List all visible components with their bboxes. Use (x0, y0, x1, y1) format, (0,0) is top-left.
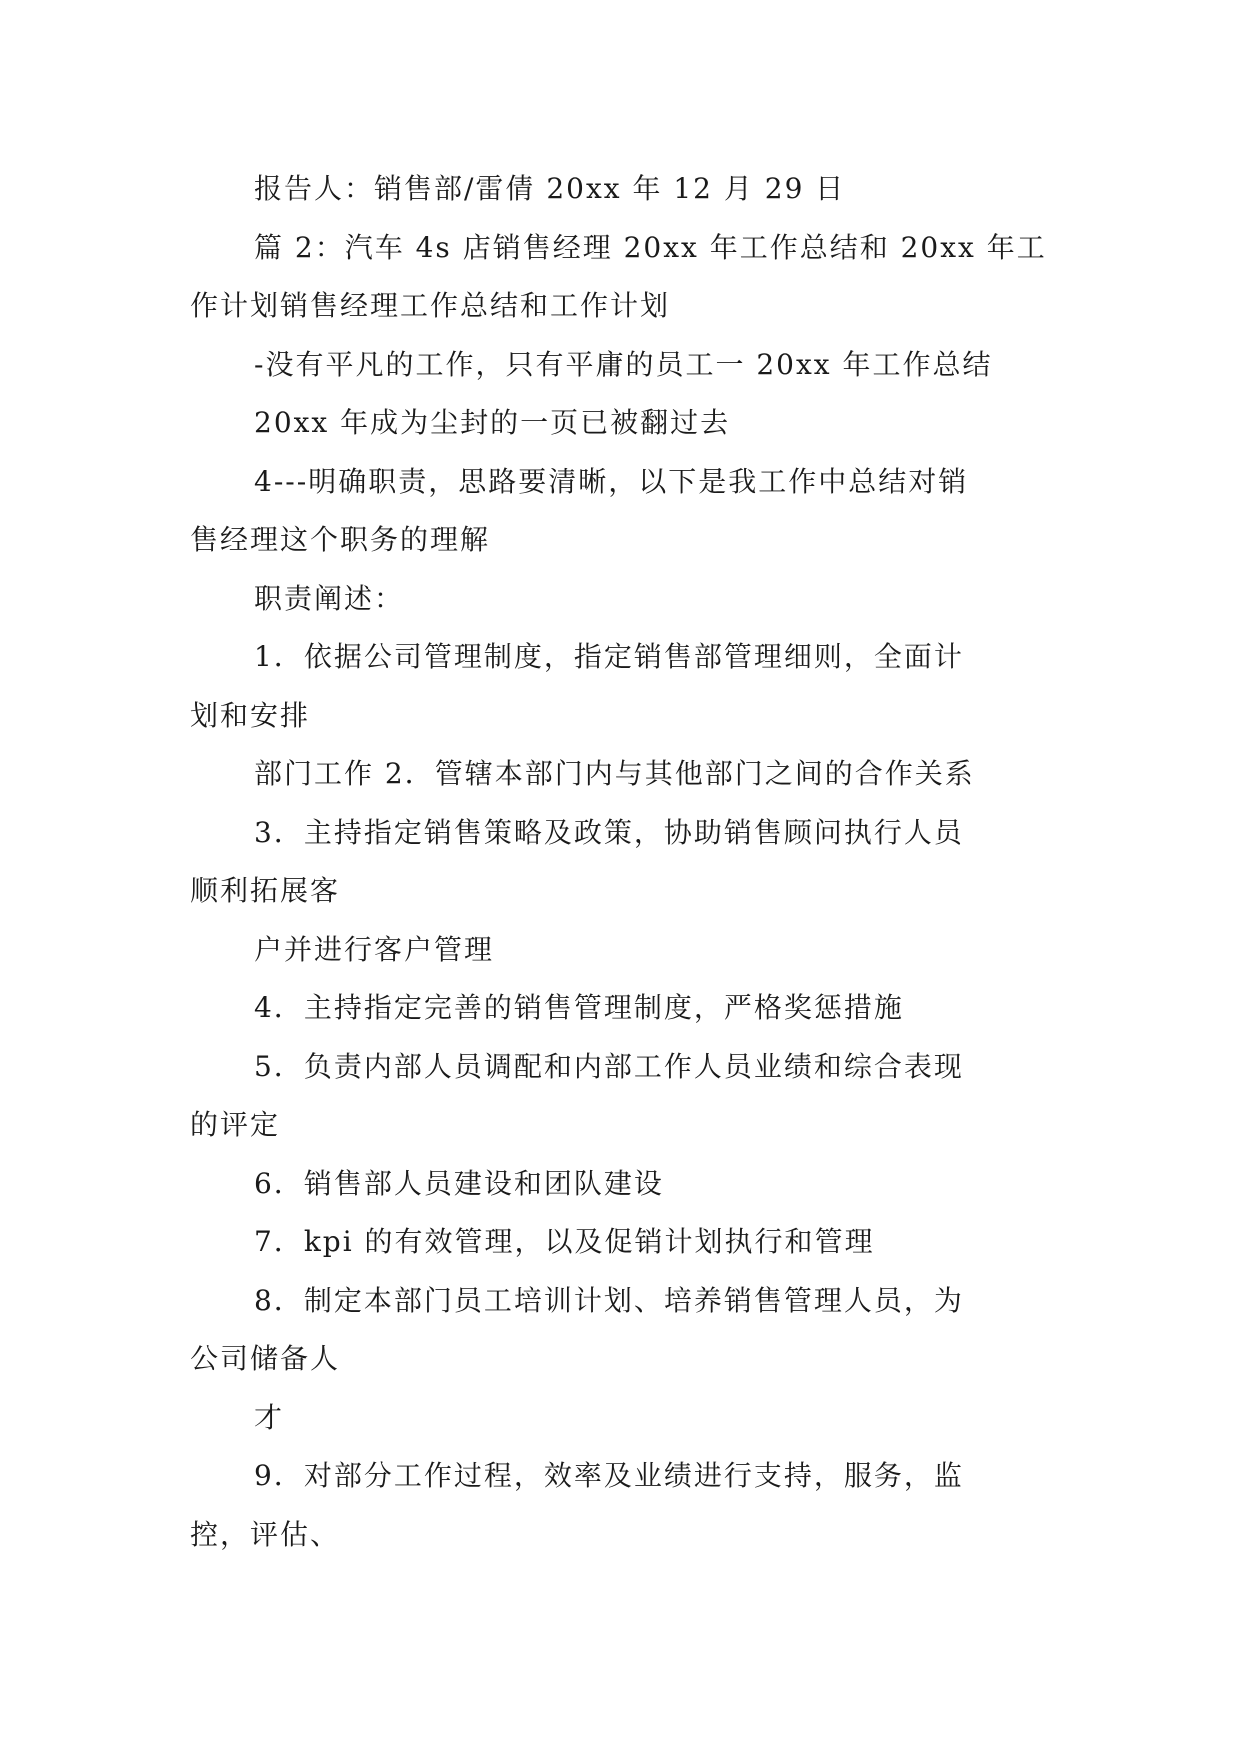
line-item-7: 7．kpi 的有效管理，以及促销计划执行和管理 (254, 1225, 875, 1258)
line-item-8a: 8．制定本部门员工培训计划、培养销售管理人员，为 (254, 1283, 964, 1317)
line-article2-title-1: 篇 2：汽车 4s 店销售经理 20xx 年工作总结和 20xx 年工 (254, 230, 1047, 264)
line-item-2: 部门工作 2．管辖本部门内与其他部门之间的合作关系 (254, 757, 975, 790)
line-item-8c: 才 (254, 1400, 285, 1434)
line-reporter: 报告人：销售部/雷倩 20xx 年 12 月 29 日 (254, 172, 846, 205)
line-item-5b: 的评定 (190, 1108, 281, 1141)
line-item-3c: 户并进行客户管理 (254, 932, 495, 966)
line-item-5a: 5．负责内部人员调配和内部工作人员业绩和综合表现 (254, 1049, 964, 1083)
line-item-4: 4．主持指定完善的销售管理制度，严格奖惩措施 (254, 991, 904, 1024)
line-item-1b: 划和安排 (190, 698, 311, 732)
line-duties-intro-2: 售经理这个职务的理解 (190, 523, 491, 556)
line-item-3a: 3．主持指定销售策略及政策，协助销售顾问执行人员 (254, 815, 964, 849)
line-motto: -没有平凡的工作，只有平庸的员工一 20xx 年工作总结 (254, 347, 993, 381)
line-item-9a: 9．对部分工作过程，效率及业绩进行支持，服务，监 (254, 1459, 964, 1492)
line-duties-intro-1: 4---明确职责，思路要清晰，以下是我工作中总结对销 (254, 464, 969, 498)
line-year-past: 20xx 年成为尘封的一页已被翻过去 (254, 406, 731, 439)
line-item-6: 6．销售部人员建设和团队建设 (254, 1166, 664, 1200)
line-item-8b: 公司储备人 (190, 1342, 341, 1375)
line-item-1a: 1．依据公司管理制度，指定销售部管理细则，全面计 (254, 640, 964, 673)
line-article2-title-2: 作计划销售经理工作总结和工作计划 (190, 289, 671, 322)
line-duties-heading: 职责阐述： (254, 581, 405, 615)
line-item-3b: 顺利拓展客 (190, 874, 341, 907)
document-body (190, 160, 1050, 1564)
line-item-9b: 控，评估、 (190, 1517, 341, 1551)
